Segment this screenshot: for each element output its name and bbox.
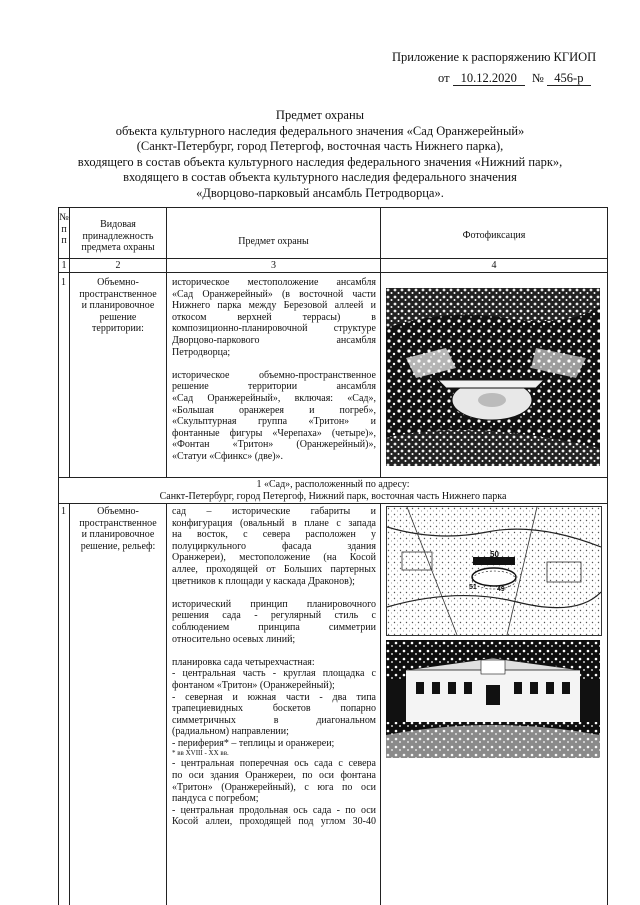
orangery-photo — [386, 640, 600, 758]
date-prefix: от — [438, 71, 450, 85]
row2-number: 1 — [61, 506, 66, 517]
colnum-3: 3 — [271, 260, 276, 271]
table-right-border — [607, 207, 608, 905]
row2-type: Объемно- пространственное и планировочное решение, рельеф: — [79, 506, 157, 552]
section-address: 1 «Сад», расположенный по адресу: Санкт-Петербург, город Петергоф, Нижний парк, восточная часть Нижнего парка — [159, 479, 507, 502]
header-photo: Фотофиксация — [462, 230, 526, 241]
row2-subject: сад – исторические габариты и конфигурация (овальный в плане с запада на восток, с севера расположен у полуциркульного фасада здания Оранжереи), местоположение (на Косой аллее, проходящей от Больших партерных цветников к площади у каскада Драконов); исторический принцип планировочного решения сада - регулярный стиль с соблюдением принципа симметрии относительно осевых линий; планировка сада четырехчастная: - центральная часть - круглая площадка с фонтаном «Тритон» (Оранжерейный); - северная и южная части - два типа трапециевидных боскетов попарно симметричных в диагональном (радиальном) направлении; - периферия* – теплицы и оранжереи; * вв XVIII - XX вв. - центральная поперечная ось сада с севера по оси здания Оранжереи, по оси фонтана «Тритон» (Оранжерейный), с юга по оси пандуса с погребом; - центральная продольная ось сада - по оси Косой аллеи, проходящей под углом 30-40 — [172, 506, 376, 828]
header-bottom-border — [58, 258, 608, 259]
order-number: 456-р — [547, 72, 591, 86]
title-line-1: Предмет охраны — [275, 108, 365, 122]
plan-label-49: 49 — [497, 586, 505, 593]
number-sign: № — [531, 71, 544, 85]
colnum-2: 2 — [115, 260, 121, 271]
document-title — [0, 108, 640, 201]
site-plan-map-image — [387, 507, 601, 635]
orangery-photo-image — [386, 640, 600, 758]
table-left-border — [58, 207, 59, 905]
appendix-label: Приложение к распоряжению КГИОП — [392, 50, 597, 64]
title-line-3: (Санкт-Петербург, город Петергоф, восточная часть Нижнего парка), — [136, 139, 504, 153]
section-bottom-border — [58, 503, 608, 504]
header-type: Видовая принадлежность предмета охраны — [81, 219, 155, 254]
title-line-5: входящего в состав объекта культурного наследия федерального значения — [123, 170, 517, 184]
plan-label-51: 51 — [469, 584, 477, 591]
row1-number: 1 — [61, 277, 66, 288]
header-subject: Предмет охраны — [238, 236, 309, 247]
aerial-photo — [386, 288, 600, 466]
table-top-border — [58, 207, 608, 208]
order-date: 10.12.2020 — [453, 72, 525, 86]
row1-type: Объемно- пространственное и планировочное решение территории: — [79, 277, 157, 335]
site-plan-map — [386, 506, 602, 636]
header-number: № п п — [59, 212, 69, 247]
title-line-6: «Дворцово-парковый ансамбль Петродворца». — [196, 185, 444, 200]
col-divider-2b — [166, 503, 167, 905]
col-divider-3a — [380, 207, 381, 477]
row1-subject: историческое местоположение ансамбля «Сад Оранжерейный» (в восточной части Нижнего парка между Березовой аллеей и откосом верхней террасы) в композиционно-планировочной структуре Дворцово-паркового ансамбля Петродворца; историческое объемно-пространственное решение территории ансамбля «Сад Оранжерейный», включая: «Сад», «Большая оранжерея и погреб», «Скульптурная группа «Тритон» и фонтанные фигуры «Черепаха» (четыре)», «Фонтан «Тритон» (Оранжерейный)», «Статуи «Сфинкс» (две)». — [172, 277, 376, 462]
colnum-1: 1 — [61, 260, 67, 271]
colnum-4: 4 — [491, 260, 497, 271]
aerial-photo-image — [386, 288, 600, 466]
row1-bottom-border — [58, 477, 608, 478]
title-line-4: входящего в состав объекта культурного наследия федерального значения «Нижний парк», — [77, 154, 563, 169]
order-reference — [438, 71, 591, 86]
col-divider-1b — [69, 503, 70, 905]
title-line-2: объекта культурного наследия федерального значения «Сад Оранжерейный» — [115, 123, 525, 138]
plan-label-50: 50 — [490, 550, 499, 559]
colnum-bottom-border — [58, 272, 608, 273]
col-divider-3b — [380, 503, 381, 905]
